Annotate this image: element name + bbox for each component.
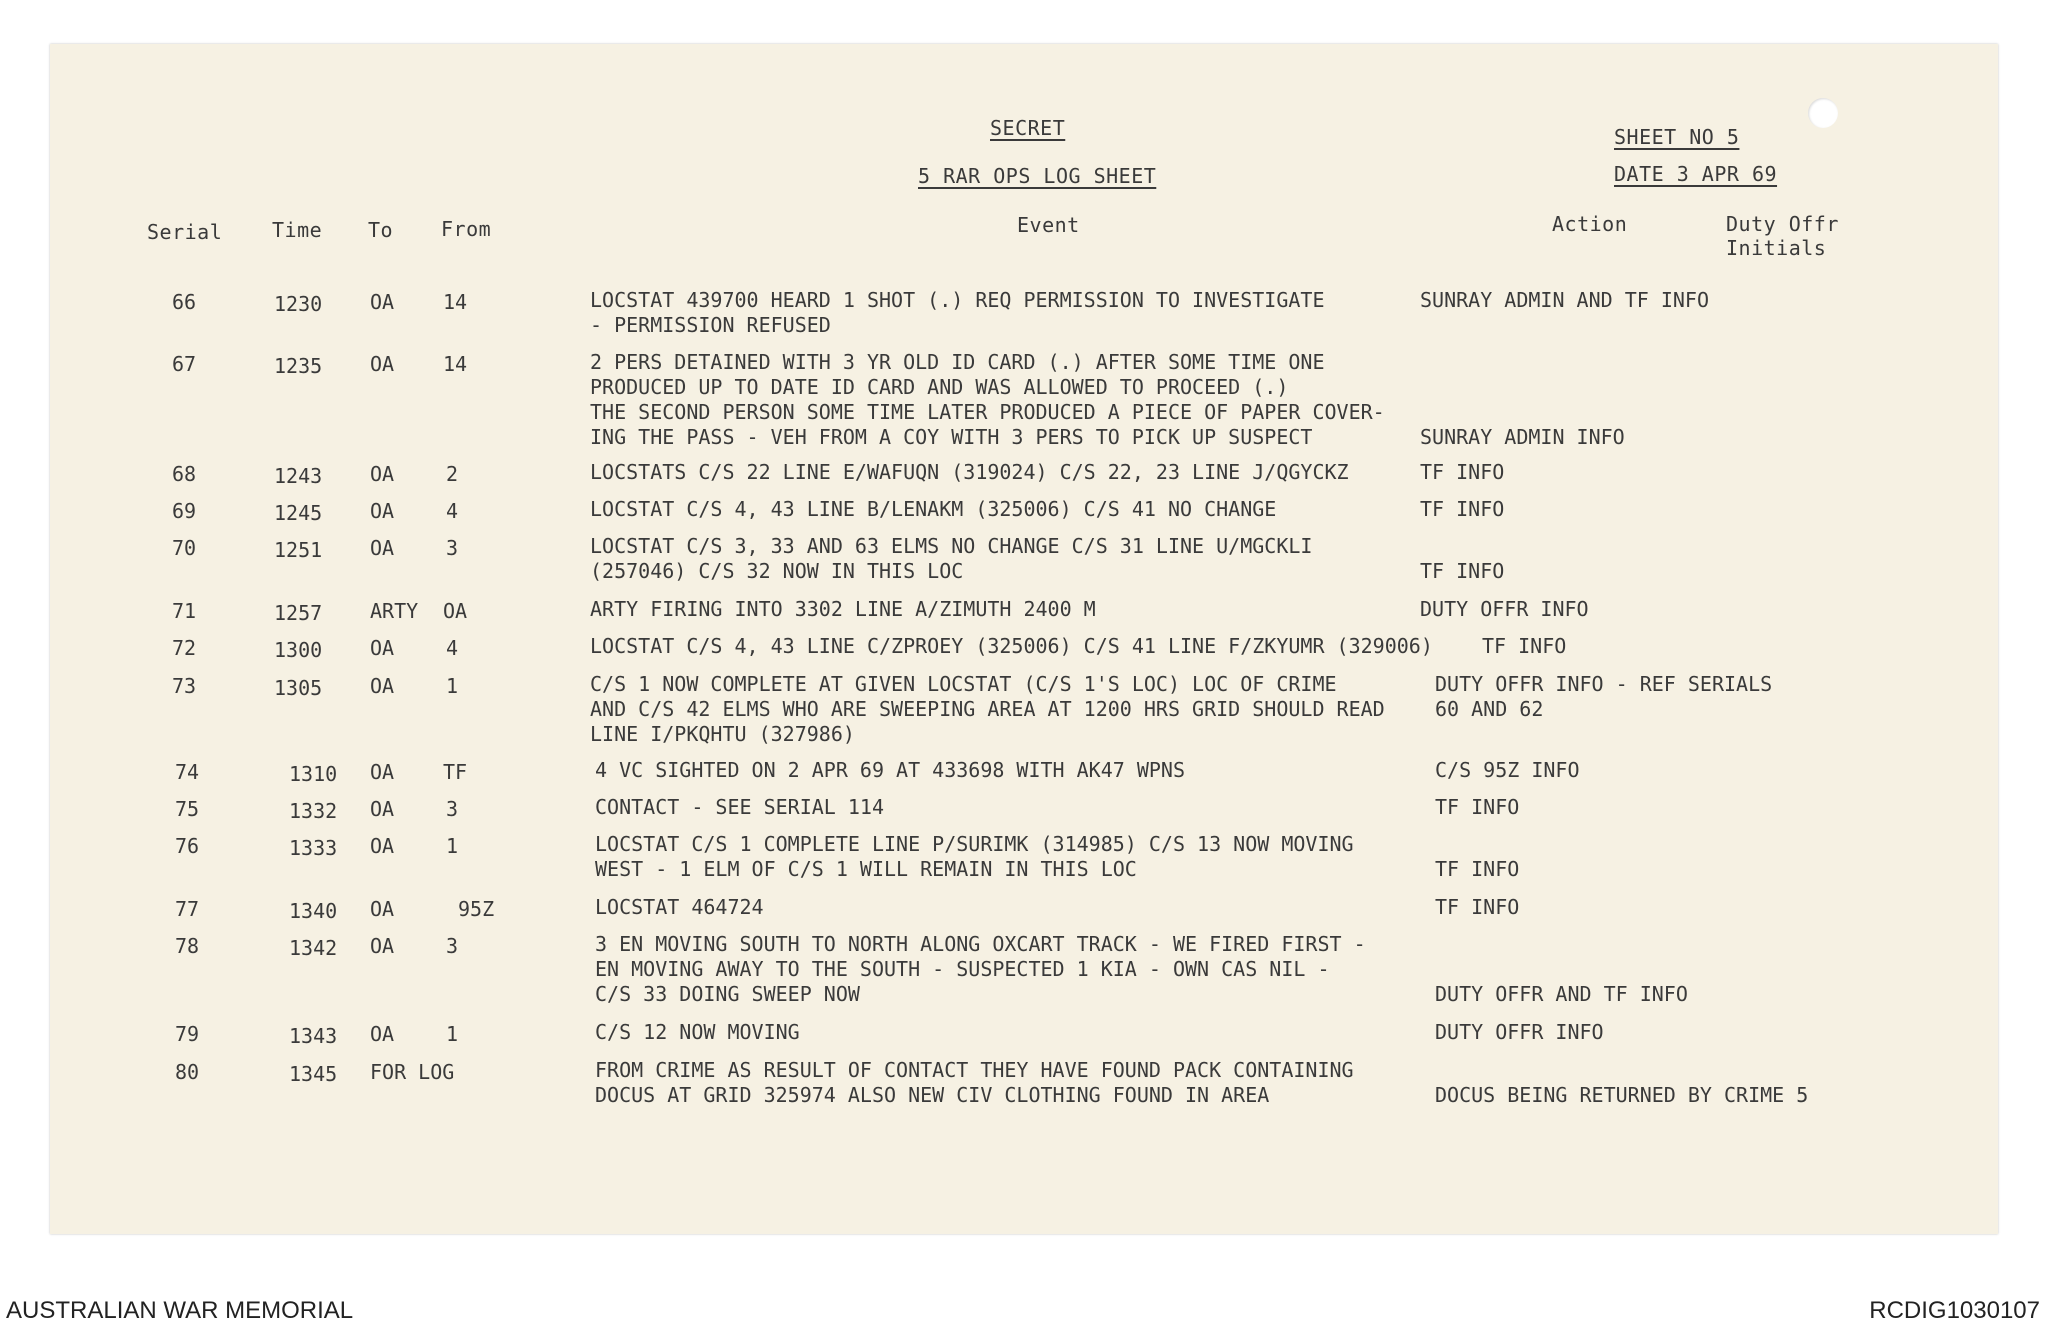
action-cell: DUTY OFFR INFO [1420, 597, 1589, 621]
event-line: LOCSTAT 439700 HEARD 1 SHOT (.) REQ PERMISSION TO INVESTIGATE [590, 288, 1325, 312]
serial-cell: 66 [172, 290, 197, 314]
time-cell: 1230 [274, 292, 323, 316]
event-line: WEST - 1 ELM OF C/S 1 WILL REMAIN IN THIS LOC [595, 857, 1137, 881]
action-cell: TF INFO [1420, 559, 1505, 583]
event-cell [590, 497, 1276, 522]
time-cell: 1332 [289, 799, 338, 823]
event-line: EN MOVING AWAY TO THE SOUTH - SUSPECTED 1 KIA - OWN CAS NIL - [595, 957, 1330, 981]
header-serial: Serial [147, 220, 223, 244]
event-line: DOCUS AT GRID 325974 ALSO NEW CIV CLOTHING FOUND IN AREA [595, 1083, 1270, 1107]
page-title: 5 RAR OPS LOG SHEET [918, 164, 1157, 188]
action-cell: C/S 95Z INFO [1435, 758, 1580, 782]
to-cell: ARTY [370, 599, 419, 623]
header-from: From [441, 217, 492, 241]
event-line: LOCSTAT 464724 [595, 895, 764, 919]
from-cell: 4 [446, 636, 459, 660]
event-line: LOCSTAT C/S 4, 43 LINE C/ZPROEY (325006) C/S 41 LINE F/ZKYUMR (329006) [590, 634, 1433, 658]
action-cell: TF INFO [1482, 634, 1567, 658]
serial-cell: 78 [175, 934, 200, 958]
header-time: Time [272, 218, 323, 242]
action-cell: SUNRAY ADMIN AND TF INFO [1420, 288, 1709, 312]
from-cell: 3 [446, 536, 459, 560]
action-cell: TF INFO [1435, 795, 1520, 819]
event-line: C/S 33 DOING SWEEP NOW [595, 982, 860, 1006]
time-cell: 1245 [274, 501, 323, 525]
to-cell: OA [370, 352, 395, 376]
action-cell: TF INFO [1435, 857, 1520, 881]
time-cell: 1305 [274, 676, 323, 700]
event-cell [590, 350, 1385, 450]
serial-cell: 73 [172, 674, 197, 698]
event-cell [595, 895, 764, 920]
serial-cell: 75 [175, 797, 200, 821]
classification-marking: SECRET [990, 116, 1066, 140]
from-cell: 3 [446, 797, 459, 821]
to-cell: OA [370, 290, 395, 314]
event-line: LOCSTATS C/S 22 LINE E/WAFUQN (319024) C/S 22, 23 LINE J/QGYCKZ [590, 460, 1349, 484]
serial-cell: 68 [172, 462, 197, 486]
time-cell: 1251 [274, 538, 323, 562]
from-cell: 3 [446, 934, 459, 958]
action-cell: TF INFO [1420, 497, 1505, 521]
sheet-date: DATE 3 APR 69 [1614, 162, 1778, 186]
serial-cell: 71 [172, 599, 197, 623]
from-cell: 95Z [458, 897, 495, 921]
serial-cell: 69 [172, 499, 197, 523]
event-line: (257046) C/S 32 NOW IN THIS LOC [590, 559, 964, 583]
serial-cell: 74 [175, 760, 200, 784]
from-cell: 1 [446, 834, 459, 858]
time-cell: 1243 [274, 464, 323, 488]
event-cell [590, 534, 1312, 584]
to-cell: OA [370, 462, 395, 486]
header-to: To [368, 218, 394, 242]
action-cell: TF INFO [1435, 895, 1520, 919]
time-cell: 1345 [289, 1062, 338, 1086]
action-cell: DOCUS BEING RETURNED BY CRIME 5 [1435, 1083, 1809, 1107]
footer-record-id: RCDIG1030107 [1869, 1297, 2040, 1324]
action-cell-continued: 60 AND 62 [1435, 697, 1544, 721]
action-cell: TF INFO [1420, 460, 1505, 484]
header-initials: Initials [1726, 236, 1827, 260]
serial-cell: 76 [175, 834, 200, 858]
serial-cell: 77 [175, 897, 200, 921]
from-cell: 1 [446, 1022, 459, 1046]
time-cell: 1340 [289, 899, 338, 923]
event-line: 2 PERS DETAINED WITH 3 YR OLD ID CARD (.) AFTER SOME TIME ONE [590, 350, 1325, 374]
serial-cell: 79 [175, 1022, 200, 1046]
time-cell: 1333 [289, 836, 338, 860]
event-cell [595, 932, 1366, 1007]
time-cell: 1343 [289, 1024, 338, 1048]
event-line: LINE I/PKQHTU (327986) [590, 722, 855, 746]
event-cell [595, 1058, 1354, 1108]
event-line: ING THE PASS - VEH FROM A COY WITH 3 PERS TO PICK UP SUSPECT [590, 425, 1313, 449]
to-cell: OA [370, 674, 395, 698]
event-line: FROM CRIME AS RESULT OF CONTACT THEY HAVE FOUND PACK CONTAINING [595, 1058, 1354, 1082]
serial-cell: 67 [172, 352, 197, 376]
action-cell: DUTY OFFR INFO - REF SERIALS [1435, 672, 1773, 696]
to-cell: OA [370, 797, 395, 821]
action-cell: DUTY OFFR AND TF INFO [1435, 982, 1688, 1006]
from-cell: 14 [443, 352, 468, 376]
event-cell [595, 795, 884, 820]
event-line: C/S 12 NOW MOVING [595, 1020, 800, 1044]
from-cell: TF [443, 760, 468, 784]
punch-hole [1808, 98, 1838, 128]
to-cell: OA [370, 499, 395, 523]
serial-cell: 72 [172, 636, 197, 660]
event-line: - PERMISSION REFUSED [590, 313, 831, 337]
event-cell [590, 597, 1096, 622]
event-line: AND C/S 42 ELMS WHO ARE SWEEPING AREA AT 1200 HRS GRID SHOULD READ [590, 697, 1385, 721]
event-cell [595, 1020, 800, 1045]
to-cell: OA [370, 834, 395, 858]
event-line: ARTY FIRING INTO 3302 LINE A/ZIMUTH 2400 M [590, 597, 1096, 621]
time-cell: 1300 [274, 638, 323, 662]
to-cell: OA [370, 536, 395, 560]
serial-cell: 70 [172, 536, 197, 560]
action-cell: SUNRAY ADMIN INFO [1420, 425, 1625, 449]
event-line: LOCSTAT C/S 3, 33 AND 63 ELMS NO CHANGE C/S 31 LINE U/MGCKLI [590, 534, 1313, 558]
event-line: CONTACT - SEE SERIAL 114 [595, 795, 884, 819]
event-line: PRODUCED UP TO DATE ID CARD AND WAS ALLOWED TO PROCEED (.) [590, 375, 1289, 399]
event-line: THE SECOND PERSON SOME TIME LATER PRODUCED A PIECE OF PAPER COVER- [590, 400, 1385, 424]
header-duty-offr: Duty Offr [1726, 212, 1839, 236]
event-line: LOCSTAT C/S 1 COMPLETE LINE P/SURIMK (314985) C/S 13 NOW MOVING [595, 832, 1354, 856]
to-cell: OA [370, 897, 395, 921]
time-cell: 1310 [289, 762, 338, 786]
event-cell [590, 460, 1349, 485]
to-cell: OA [370, 934, 395, 958]
event-line: LOCSTAT C/S 4, 43 LINE B/LENAKM (325006) C/S 41 NO CHANGE [590, 497, 1277, 521]
from-cell: 4 [446, 499, 459, 523]
event-cell [590, 288, 1325, 338]
from-cell: 14 [443, 290, 468, 314]
to-cell: OA [370, 1022, 395, 1046]
to-cell: OA [370, 636, 395, 660]
to-cell: FOR LOG [370, 1060, 455, 1084]
from-cell: OA [443, 599, 468, 623]
time-cell: 1257 [274, 601, 323, 625]
time-cell: 1342 [289, 936, 338, 960]
serial-cell: 80 [175, 1060, 200, 1084]
header-action: Action [1552, 212, 1628, 236]
event-cell [590, 634, 1433, 659]
event-line: 3 EN MOVING SOUTH TO NORTH ALONG OXCART TRACK - WE FIRED FIRST - [595, 932, 1366, 956]
event-line: 4 VC SIGHTED ON 2 APR 69 AT 433698 WITH AK47 WPNS [595, 758, 1186, 782]
to-cell: OA [370, 760, 395, 784]
time-cell: 1235 [274, 354, 323, 378]
header-event: Event [1017, 213, 1080, 237]
event-cell [590, 672, 1385, 747]
footer-archive: AUSTRALIAN WAR MEMORIAL [6, 1297, 354, 1324]
event-cell [595, 832, 1354, 882]
event-cell [595, 758, 1185, 783]
from-cell: 2 [446, 462, 459, 486]
from-cell: 1 [446, 674, 459, 698]
event-line: C/S 1 NOW COMPLETE AT GIVEN LOCSTAT (C/S 1'S LOC) LOC OF CRIME [590, 672, 1337, 696]
action-cell: DUTY OFFR INFO [1435, 1020, 1604, 1044]
sheet-number: SHEET NO 5 [1614, 125, 1740, 149]
